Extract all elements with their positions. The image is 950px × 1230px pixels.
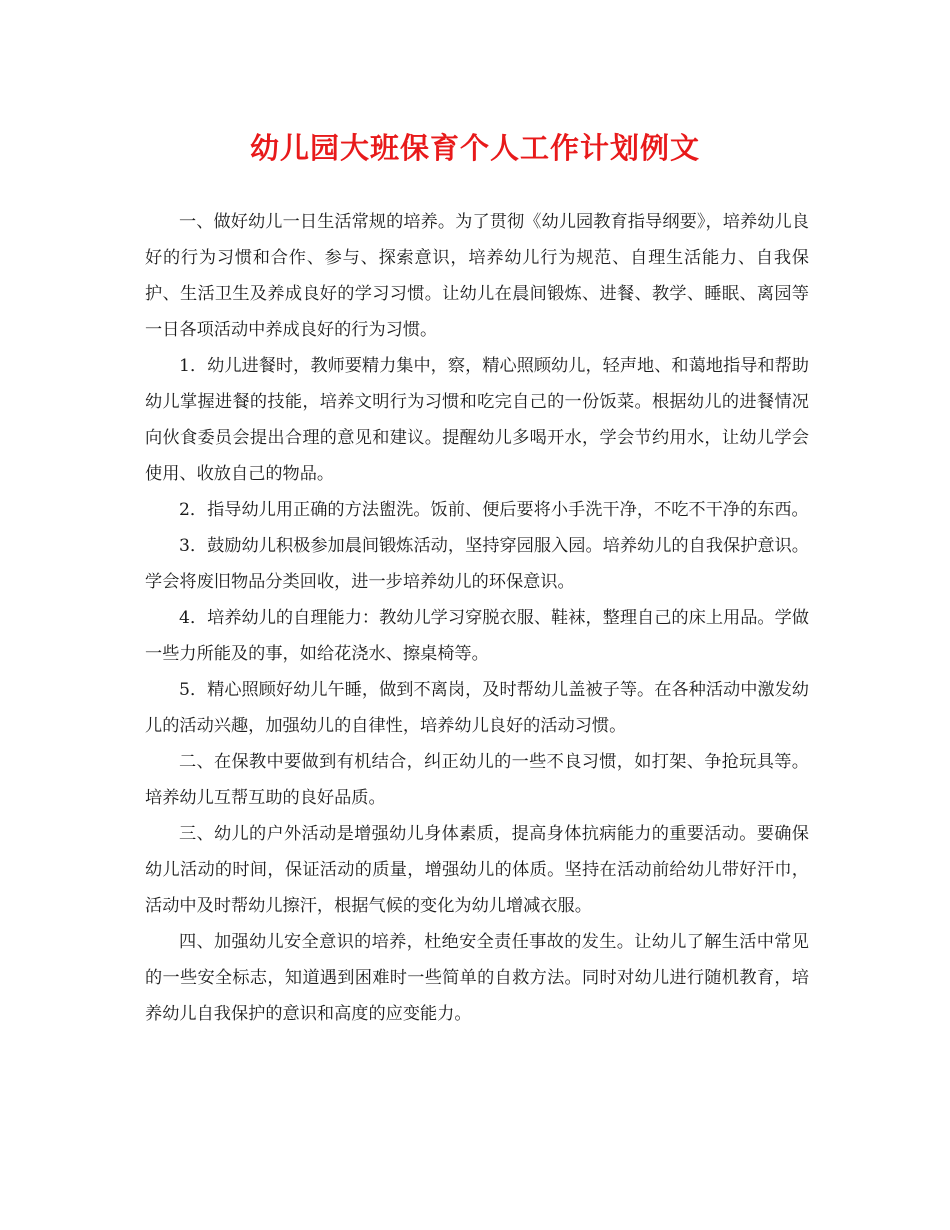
document-title: 幼儿园大班保育个人工作计划例文 xyxy=(249,131,700,165)
paragraph-2: 1．幼儿进餐时，教师要精力集中，察，精心照顾幼儿，轻声地、和蔼地指导和帮助幼儿掌握进餐的技能，培养文明行为习惯和吃完自己的一份饭菜。根据幼儿的进餐情况向伙食委员会提出合理的意见和建议。提醒幼儿多喝开水，学会节约用水，让幼儿学会使用、收放自己的物品。 xyxy=(145,356,809,484)
paragraph-7: 二、在保教中要做到有机结合，纠正幼儿的一些不良习惯，如打架、争抢玩具等。培养幼儿互帮互助的良好品质。 xyxy=(145,752,809,808)
document-body xyxy=(145,204,809,1032)
paragraph-6: 5．精心照顾好幼儿午睡，做到不离岗，及时帮幼儿盖被子等。在各种活动中激发幼儿的活动兴趣，加强幼儿的自律性，培养幼儿良好的活动习惯。 xyxy=(145,680,809,736)
paragraph-9: 四、加强幼儿安全意识的培养，杜绝安全责任事故的发生。让幼儿了解生活中常见的一些安全标志，知道遇到困难时一些简单的自救方法。同时对幼儿进行随机教育，培养幼儿自我保护的意识和高度的应变能力。 xyxy=(145,932,809,1024)
paragraph-8: 三、幼儿的户外活动是增强幼儿身体素质，提高身体抗病能力的重要活动。要确保幼儿活动的时间，保证活动的质量，增强幼儿的体质。坚持在活动前给幼儿带好汗巾，活动中及时帮幼儿擦汗，根据气候的变化为幼儿增减衣服。 xyxy=(145,824,809,916)
paragraph-5: 4．培养幼儿的自理能力：教幼儿学习穿脱衣服、鞋袜，整理自己的床上用品。学做一些力所能及的事，如给花浇水、擦桌椅等。 xyxy=(145,608,809,664)
paragraph-1: 一、做好幼儿一日生活常规的培养。为了贯彻《幼儿园教育指导纲要》，培养幼儿良好的行为习惯和合作、参与、探索意识，培养幼儿行为规范、自理生活能力、自我保护、生活卫生及养成良好的学习习惯。让幼儿在晨间锻炼、进餐、教学、睡眠、离园等一日各项活动中养成良好的行为习惯。 xyxy=(145,212,809,340)
paragraph-3: 2．指导幼儿用正确的方法盥洗。饭前、便后要将小手洗干净，不吃不干净的东西。 xyxy=(179,500,809,520)
paragraph-4: 3．鼓励幼儿积极参加晨间锻炼活动，坚持穿园服入园。培养幼儿的自我保护意识。学会将废旧物品分类回收，进一步培养幼儿的环保意识。 xyxy=(145,536,809,592)
